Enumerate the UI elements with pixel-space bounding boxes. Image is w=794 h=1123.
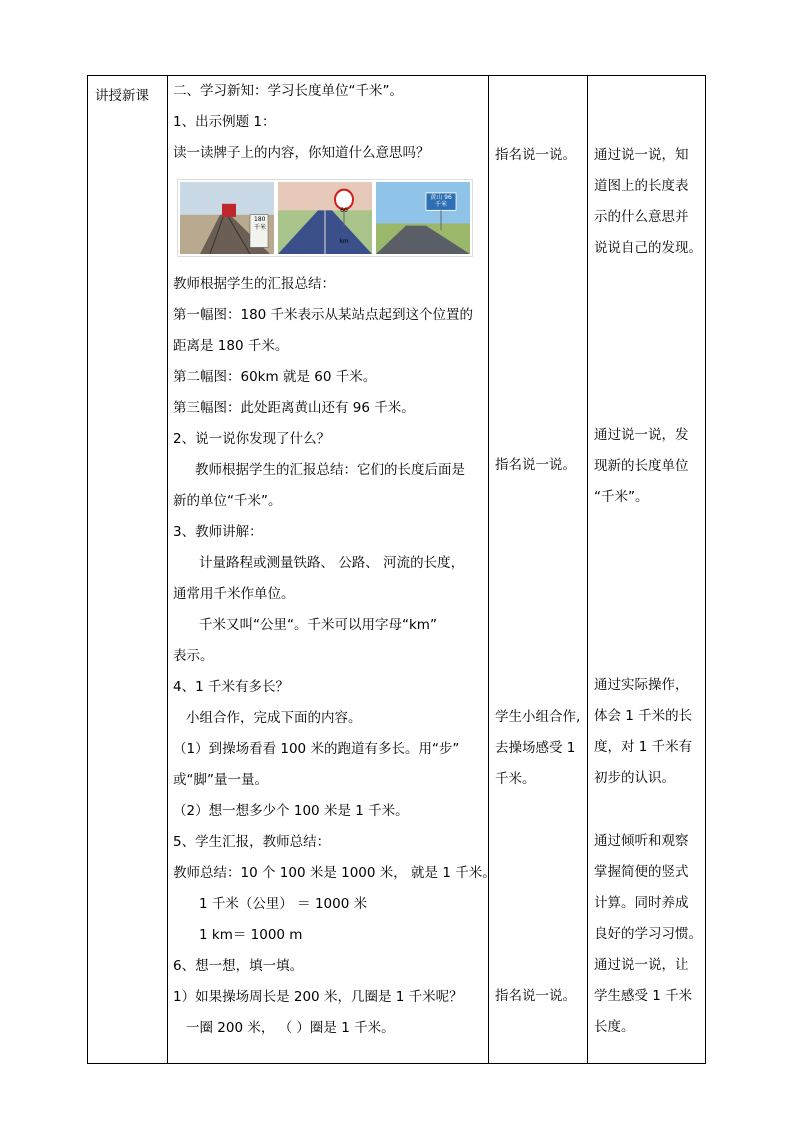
content-line: 1 km＝ 1000 m xyxy=(199,927,303,943)
content-line: 第三幅图：此处距离黄山还有 96 千米。 xyxy=(173,400,415,416)
intent-line: 长度。 xyxy=(594,1019,635,1035)
intent-line: 掌握简便的竖式 xyxy=(594,864,689,880)
content-line: 或“脚”量一量。 xyxy=(173,772,268,788)
highway-photo xyxy=(376,182,470,254)
activity-line: 千米。 xyxy=(495,771,536,787)
intent-line: 良好的学习习惯。 xyxy=(594,926,702,942)
content-line: 距离是 180 千米。 xyxy=(173,338,289,354)
content-line: 1 千米（公里） ＝ 1000 米 xyxy=(199,896,368,912)
activity-line: 学生小组合作, xyxy=(495,709,581,725)
content-line: 第一幅图：180 千米表示从某站点起到这个位置的 xyxy=(173,307,474,323)
content-line: 3、教师讲解： xyxy=(173,524,263,540)
intent-line: “千米”。 xyxy=(594,489,649,505)
content-line: 教师根据学生的汇报总结：它们的长度后面是 xyxy=(195,462,465,478)
activity-line: 去操场感受 1 xyxy=(495,740,576,756)
content-line: 5、学生汇报，教师总结： xyxy=(173,834,331,850)
intent-line: 通过说一说，发 xyxy=(594,427,689,443)
intent-line: 初步的认识。 xyxy=(594,770,675,786)
design-intent-3 xyxy=(594,670,702,794)
lesson-table xyxy=(87,75,706,1064)
content-line: 读一读牌子上的内容，你知道什么意思吗？ xyxy=(173,145,430,161)
content-line: 表示。 xyxy=(173,648,214,664)
content-line: 第二幅图：60km 就是 60 千米。 xyxy=(173,369,377,385)
student-activity-2: 指名说一说。 xyxy=(495,457,576,473)
content-line: 4、1 千米有多长？ xyxy=(173,679,289,695)
student-activity-1: 指名说一说。 xyxy=(495,147,576,163)
example-photos xyxy=(177,179,473,257)
design-intent-4 xyxy=(594,826,702,950)
column-divider xyxy=(587,76,588,1063)
student-activity-3 xyxy=(495,702,590,795)
intent-line: 体会 1 千米的长 xyxy=(594,708,693,724)
content-line: 小组合作，完成下面的内容。 xyxy=(186,710,362,726)
intent-line: 学生感受 1 千米 xyxy=(594,988,693,1004)
section-label: 讲授新课 xyxy=(95,88,149,104)
content-line: （2）想一想多少个 100 米是 1 千米。 xyxy=(173,803,409,819)
intent-line: 示的什么意思并 xyxy=(594,209,689,225)
design-intent-1 xyxy=(594,140,702,264)
content-line: 一圈 200 米， （ ）圈是 1 千米。 xyxy=(186,1020,395,1036)
content-line: 6、想一想，填一填。 xyxy=(173,958,304,974)
content-line: 二、学习新知：学习长度单位“千米”。 xyxy=(173,83,403,99)
intent-line: 现新的长度单位 xyxy=(594,458,689,474)
design-intent-5 xyxy=(594,950,702,1043)
intent-line: 道图上的长度表 xyxy=(594,178,689,194)
content-line: （1）到操场看看 100 米的跑道有多长。用“步” xyxy=(173,741,460,757)
intent-line: 通过说一说，知 xyxy=(594,147,689,163)
content-line: 计量路程或测量铁路、 公路、 河流的长度， xyxy=(199,555,465,571)
railway-sign-text: 180 千米 xyxy=(254,216,267,231)
design-intent-2 xyxy=(594,420,702,513)
content-line: 通常用千米作单位。 xyxy=(173,586,295,602)
highway-sign-text: 黄山 96 千米 xyxy=(430,194,452,208)
content-line: 2、说一说你发现了什么？ xyxy=(173,431,331,447)
student-activity-4: 指名说一说。 xyxy=(495,988,576,1004)
column-divider xyxy=(167,76,168,1063)
content-line: 新的单位“千米”。 xyxy=(173,493,282,509)
speed-sign-text: 60 km xyxy=(339,207,349,245)
railway-photo xyxy=(180,182,274,254)
intent-line: 通过实际操作， xyxy=(594,677,689,693)
intent-line: 通过倾听和观察 xyxy=(594,833,689,849)
content-line: 教师总结：10 个 100 米是 1000 米， 就是 1 千米。 xyxy=(173,865,496,881)
intent-line: 说说自己的发现。 xyxy=(594,240,702,256)
intent-line: 计算。同时养成 xyxy=(594,895,689,911)
content-line: 1）如果操场周长是 200 米，几圈是 1 千米呢？ xyxy=(173,989,463,1005)
intent-line: 度，对 1 千米有 xyxy=(594,739,693,755)
intent-line: 通过说一说，让 xyxy=(594,957,689,973)
content-column xyxy=(173,76,496,1044)
content-line: 千米又叫“公里“。千米可以用字母“km” xyxy=(199,617,437,633)
content-line: 教师根据学生的汇报总结： xyxy=(173,276,335,292)
road-speed-photo xyxy=(278,182,372,254)
content-line: 1、出示例题 1： xyxy=(173,114,276,130)
